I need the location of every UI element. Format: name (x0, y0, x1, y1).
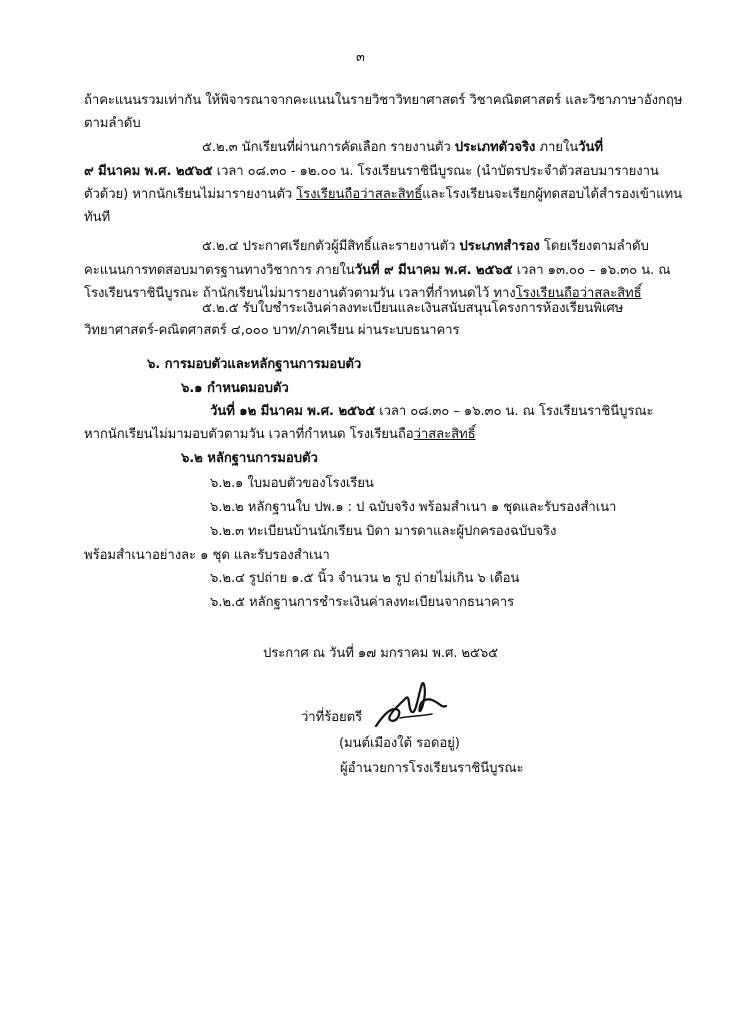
item-5-2-4-rest: โดยเรียงตามลำดับ (539, 239, 649, 254)
item-5-2-4-line2 (84, 262, 670, 280)
item-5-2-3-line2 (84, 163, 659, 181)
para1-line1: ถ้าคะแนนรวมเท่ากัน ให้พิจารณาจากคะแนนในรายวิชาวิทยาศาสตร์ วิชาคณิตศาสตร์ และวิชาภาษาอังกฤษ (84, 93, 683, 108)
evidence-item-6-2-5: ๖.๒.๕ หลักฐานการชำระเงินค่าลงทะเบียนจากธนาคาร (210, 595, 515, 610)
para1-line2: ตามลำดับ (84, 116, 141, 131)
item-5-2-3-line3 (84, 186, 682, 204)
item-5-2-4-line1 (202, 238, 649, 256)
item-5-2-5-line2: วิทยาศาสตร์-คณิตศาสตร์ ๔,๐๐๐ บาท/ภาคเรียน ผ่านระบบธนาคาร (84, 323, 460, 338)
item-5-2-3-date: ๙ มีนาคม พ.ศ. ๒๕๖๕ (84, 164, 213, 179)
item-5-2-4-lead: ๕.๒.๔ ประกาศเรียกตัวผู้มีสิทธิ์และรายงานตัว (202, 239, 460, 254)
item-5-2-3-line1 (202, 139, 603, 157)
item-5-2-5-line1: ๕.๒.๕ รับใบชำระเงินค่าลงทะเบียนและเงินสนับสนุนโครงการห้องเรียนพิเศษ (202, 301, 624, 316)
signer-rank: ว่าที่ร้อยตรี (301, 710, 363, 725)
page-number: ๓ (356, 50, 365, 65)
evidence-item-6-2-1: ๖.๒.๑ ใบมอบตัวของโรงเรียน (210, 476, 374, 491)
item-5-2-4-forfeit: โรงเรียนถือว่าสละสิทธิ์ (515, 286, 642, 301)
item-5-2-4-date: วันที่ ๙ มีนาคม พ.ศ. ๒๕๖๕ (354, 263, 513, 278)
item-5-2-3-forfeit: โรงเรียนถือว่าสละสิทธิ์ (296, 187, 423, 202)
section6-1-line2-a: หากนักเรียนไม่มามอบตัวตามวัน เวลาที่กำหนด โรงเรียนถือ (84, 427, 414, 442)
item-5-2-3-line4: ทันที (84, 210, 111, 225)
item-5-2-4-time: เวลา ๑๓.๐๐ – ๑๖.๓๐ น. ณ (512, 263, 671, 278)
item-5-2-3-line3-a: ตัวด้วย) หากนักเรียนไม่มารายงานตัว (84, 187, 297, 202)
signature-image (370, 676, 450, 736)
section6-heading: ๖. การมอบตัวและหลักฐานการมอบตัว (147, 357, 362, 372)
evidence-item-6-2-4: ๖.๒.๔ รูปถ่าย ๑.๕ นิ้ว จำนวน ๒ รูป ถ่ายไม่เกิน ๖ เดือน (210, 571, 520, 586)
section6-1-line1 (210, 403, 654, 421)
section6-1-line2 (84, 426, 476, 444)
section6-1-heading: ๖.๑ กำหนดมอบตัว (181, 381, 289, 396)
signer-name: (มนต์เมืองใต้ รอดอยู่) (339, 736, 460, 751)
item-5-2-4-line2-a: คะแนนการทดสอบมาตรฐานทางวิชาการ ภายใน (84, 263, 355, 278)
item-5-2-4-line3-a: โรงเรียนราชินีบูรณะ ถ้านักเรียนไม่มารายงานตัวตามวัน เวลาที่กำหนดไว้ ทาง (84, 286, 516, 301)
evidence-item-6-2-3: ๖.๒.๓ ทะเบียนบ้านนักเรียน บิดา มารดาและผู้ปกครองฉบับจริง (210, 524, 557, 539)
announce-date: ประกาศ ณ วันที่ ๑๗ มกราคม พ.ศ. ๒๕๖๕ (263, 646, 499, 661)
signer-position: ผู้อำนวยการโรงเรียนราชินีบูรณะ (340, 761, 524, 776)
section6-1-forfeit: ว่าสละสิทธิ์ (413, 427, 476, 442)
item-5-2-3-within: ภายใน (535, 140, 579, 155)
section6-1-date: วันที่ ๑๒ มีนาคม พ.ศ. ๒๕๖๕ (210, 404, 376, 419)
section6-2-heading: ๖.๒ หลักฐานการมอบตัว (181, 451, 318, 466)
item-5-2-3-bold-date-label: วันที่ (578, 140, 603, 155)
item-5-2-3-line3-b: และโรงเรียนจะเรียกผู้ทดสอบได้สำรองเข้าแทน (422, 187, 683, 202)
evidence-item-6-2-2: ๖.๒.๒ หลักฐานใบ ปพ.๑ : ป ฉบับจริง พร้อมสำเนา ๑ ชุดและรับรองสำเนา (210, 500, 617, 515)
item-5-2-4-bold-type: ประเภทสำรอง (459, 239, 540, 254)
item-5-2-3-time: เวลา ๐๘.๓๐ - ๑๒.๐๐ น. โรงเรียนราชินีบูรณะ (นำบัตรประจำตัวสอบมารายงาน (212, 164, 659, 179)
item-5-2-3-bold-type: ประเภทตัวจริง (454, 140, 536, 155)
item-5-2-3-lead: ๕.๒.๓ นักเรียนที่ผ่านการคัดเลือก รายงานตัว (202, 140, 455, 155)
evidence-item-6-2-3-cont: พร้อมสำเนาอย่างละ ๑ ชุด และรับรองสำเนา (84, 548, 330, 563)
section6-1-time: เวลา ๐๘.๓๐ – ๑๖.๓๐ น. ณ โรงเรียนราชินีบูรณะ (375, 404, 654, 419)
